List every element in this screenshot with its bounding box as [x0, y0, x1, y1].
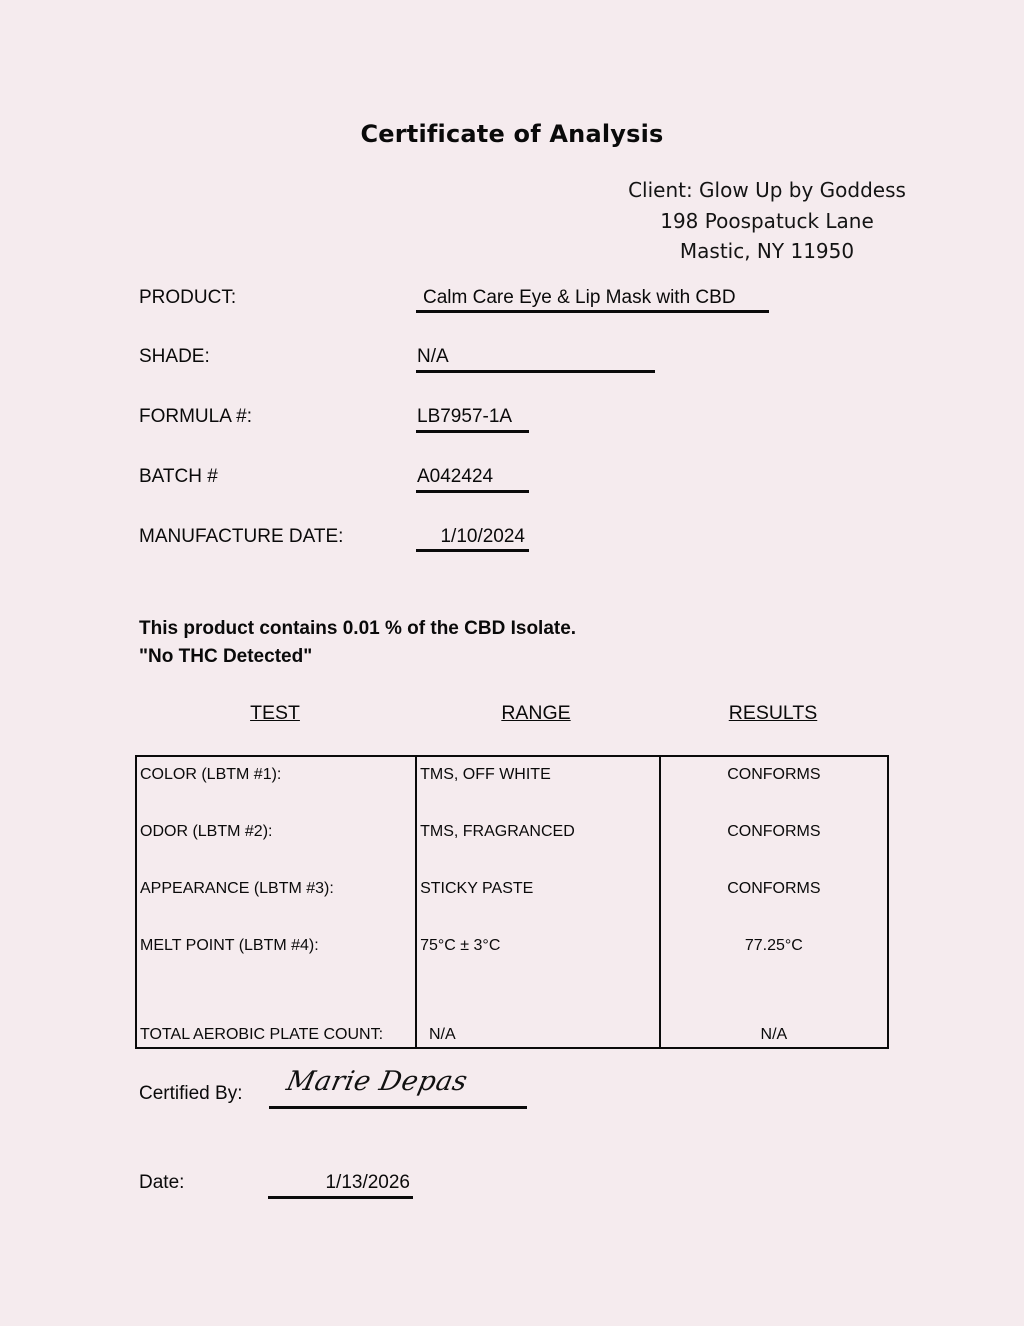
- table-row: [136, 756, 888, 814]
- signature-underline: [269, 1106, 527, 1109]
- thc-statement: "No THC Detected": [139, 646, 313, 667]
- date-value: 1/13/2026: [325, 1172, 410, 1193]
- test-result: 77.25°C: [744, 937, 803, 954]
- product-label: PRODUCT:: [139, 287, 237, 308]
- column-header-results: RESULTS: [728, 702, 818, 724]
- manufacture-date-label: MANUFACTURE DATE:: [139, 526, 344, 547]
- client-street: 198 Poospatuck Lane: [660, 208, 874, 233]
- batch-value: A042424: [417, 466, 494, 487]
- test-range: 75°C ± 3°C: [420, 937, 501, 954]
- product-value: Calm Care Eye & Lip Mask with CBD: [423, 287, 736, 308]
- batch-label: BATCH #: [139, 466, 218, 487]
- test-name: COLOR (LBTM #1):: [140, 766, 282, 783]
- product-underline: [416, 310, 769, 313]
- date-label: Date:: [139, 1172, 185, 1193]
- certified-by-label: Certified By:: [139, 1083, 243, 1104]
- shade-underline: [416, 370, 655, 373]
- formula-label: FORMULA #:: [139, 406, 252, 427]
- test-name: APPEARANCE (LBTM #3):: [140, 880, 334, 897]
- manufacture-date-underline: [416, 549, 529, 552]
- date-underline: [268, 1196, 413, 1199]
- cbd-statement: This product contains 0.01 % of the CBD Isolate.: [139, 618, 577, 639]
- shade-label: SHADE:: [139, 346, 210, 367]
- shade-value: N/A: [417, 346, 449, 367]
- client-address-block: [600, 175, 934, 267]
- test-result: CONFORMS: [727, 880, 821, 897]
- column-header-test: TEST: [250, 702, 300, 724]
- test-range: STICKY PASTE: [420, 880, 534, 897]
- document-title: Certificate of Analysis: [360, 120, 664, 148]
- test-name: MELT POINT (LBTM #4):: [140, 937, 319, 954]
- table-row: [136, 985, 888, 1048]
- manufacture-date-value: 1/10/2024: [440, 526, 525, 547]
- results-table: [135, 755, 889, 1049]
- table-row: [136, 928, 888, 985]
- client-city-state-zip: Mastic, NY 11950: [679, 239, 855, 263]
- test-result: CONFORMS: [727, 823, 821, 840]
- test-result: N/A: [760, 1026, 788, 1043]
- test-name: TOTAL AEROBIC PLATE COUNT:: [140, 1026, 384, 1043]
- test-range: TMS, OFF WHITE: [420, 766, 551, 783]
- column-header-range: RANGE: [501, 702, 571, 724]
- table-row: [136, 814, 888, 871]
- test-range: N/A: [420, 1026, 456, 1043]
- test-result: CONFORMS: [727, 766, 821, 783]
- table-row: [136, 871, 888, 928]
- test-name: ODOR (LBTM #2):: [140, 823, 273, 840]
- formula-value: LB7957-1A: [417, 406, 513, 427]
- formula-underline: [416, 430, 529, 433]
- signature: Marie Depas: [283, 1066, 471, 1097]
- batch-underline: [416, 490, 529, 493]
- test-range: TMS, FRAGRANCED: [420, 823, 575, 840]
- notes-block: [139, 615, 576, 671]
- client-name: Client: Glow Up by Goddess: [628, 178, 906, 202]
